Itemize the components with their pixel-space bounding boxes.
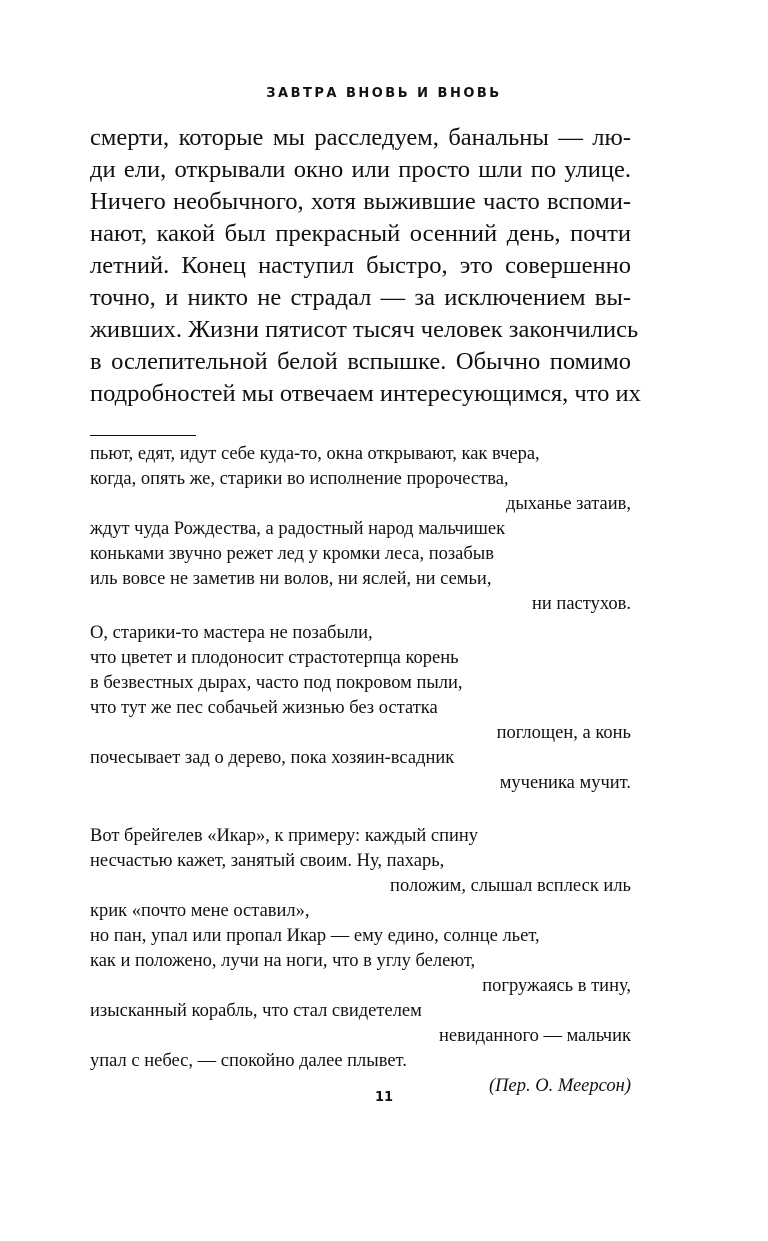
poem-line: ждут чуда Рождества, а радостный народ мальчишек bbox=[90, 519, 506, 539]
poem-line: дыханье затаив, bbox=[505, 494, 631, 514]
poem-line: поглощен, а конь bbox=[496, 723, 631, 743]
poem-line: упал с небес, — спокойно далее плывет. bbox=[90, 1051, 407, 1071]
running-head: ЗАВТРА ВНОВЬ И ВНОВЬ bbox=[266, 86, 502, 101]
poem-line: положим, слышал всплеск иль bbox=[390, 876, 631, 896]
poem-line: погружаясь в тину, bbox=[482, 976, 631, 996]
poem-line: изысканный корабль, что стал свидетелем bbox=[90, 1001, 422, 1021]
poem-line: когда, опять же, старики во исполнение пророчества, bbox=[90, 469, 509, 489]
text-line: Ничего необычного, хотя выжившие часто вспоми- bbox=[90, 188, 631, 215]
poem-stanza-2 bbox=[90, 621, 631, 796]
text-line: нают, какой был прекрасный осенний день, почти bbox=[90, 220, 631, 247]
text-line: подробностей мы отвечаем интересующимся, что их bbox=[90, 380, 641, 407]
poem-line: несчастью кажет, занятый своим. Ну, пахарь, bbox=[90, 851, 445, 871]
poem-line: что тут же пес собачьей жизнью без остатка bbox=[90, 698, 438, 718]
poem-stanza-1 bbox=[90, 442, 631, 617]
poem-line: Вот брейгелев «Икар», к примеру: каждый спину bbox=[90, 826, 479, 846]
poem-line: пьют, едят, идут себе куда-то, окна открывают, как вчера, bbox=[90, 444, 540, 464]
poem-line: в безвестных дырах, часто под покровом пыли, bbox=[90, 673, 463, 693]
poem-line: почесывает зад о дерево, пока хозяин-всадник bbox=[90, 748, 455, 768]
poem-line: что цветет и плодоносит страстотерпца корень bbox=[90, 648, 459, 668]
poem-line: но пан, упал или пропал Икар — ему едино, солнце льет, bbox=[90, 926, 540, 946]
poem-line: О, старики-то мастера не позабыли, bbox=[90, 623, 373, 643]
poem-stanza-3 bbox=[90, 824, 631, 1099]
poem-line: как и положено, лучи на ноги, что в углу белеют, bbox=[90, 951, 476, 971]
poem-line: иль вовсе не заметив ни волов, ни яслей, ни семьи, bbox=[90, 569, 492, 589]
text-line: летний. Конец наступил быстро, это совершенно bbox=[90, 252, 631, 279]
translator-attribution: (Пер. О. Меерсон) bbox=[488, 1076, 631, 1096]
poem-line: ни пастухов. bbox=[532, 594, 631, 614]
footnote-divider bbox=[90, 435, 196, 436]
text-line: живших. Жизни пятисот тысяч человек закончились bbox=[90, 316, 639, 343]
poem-line: крик «почто мене оставил», bbox=[90, 901, 310, 921]
text-line: точно, и никто не страдал — за исключением вы- bbox=[90, 284, 631, 311]
page-number: 11 bbox=[374, 1090, 394, 1105]
poem-line: невиданного — мальчик bbox=[439, 1026, 631, 1046]
main-paragraph bbox=[90, 122, 641, 410]
text-line: ди ели, открывали окно или просто шли по улице. bbox=[90, 156, 631, 183]
text-line: смерти, которые мы расследуем, банальны — лю- bbox=[90, 124, 631, 151]
poem-line: коньками звучно режет лед у кромки леса, позабыв bbox=[90, 544, 494, 564]
poem-line: мученика мучит. bbox=[499, 773, 631, 793]
text-line: в ослепительной белой вспышке. Обычно помимо bbox=[90, 348, 631, 375]
